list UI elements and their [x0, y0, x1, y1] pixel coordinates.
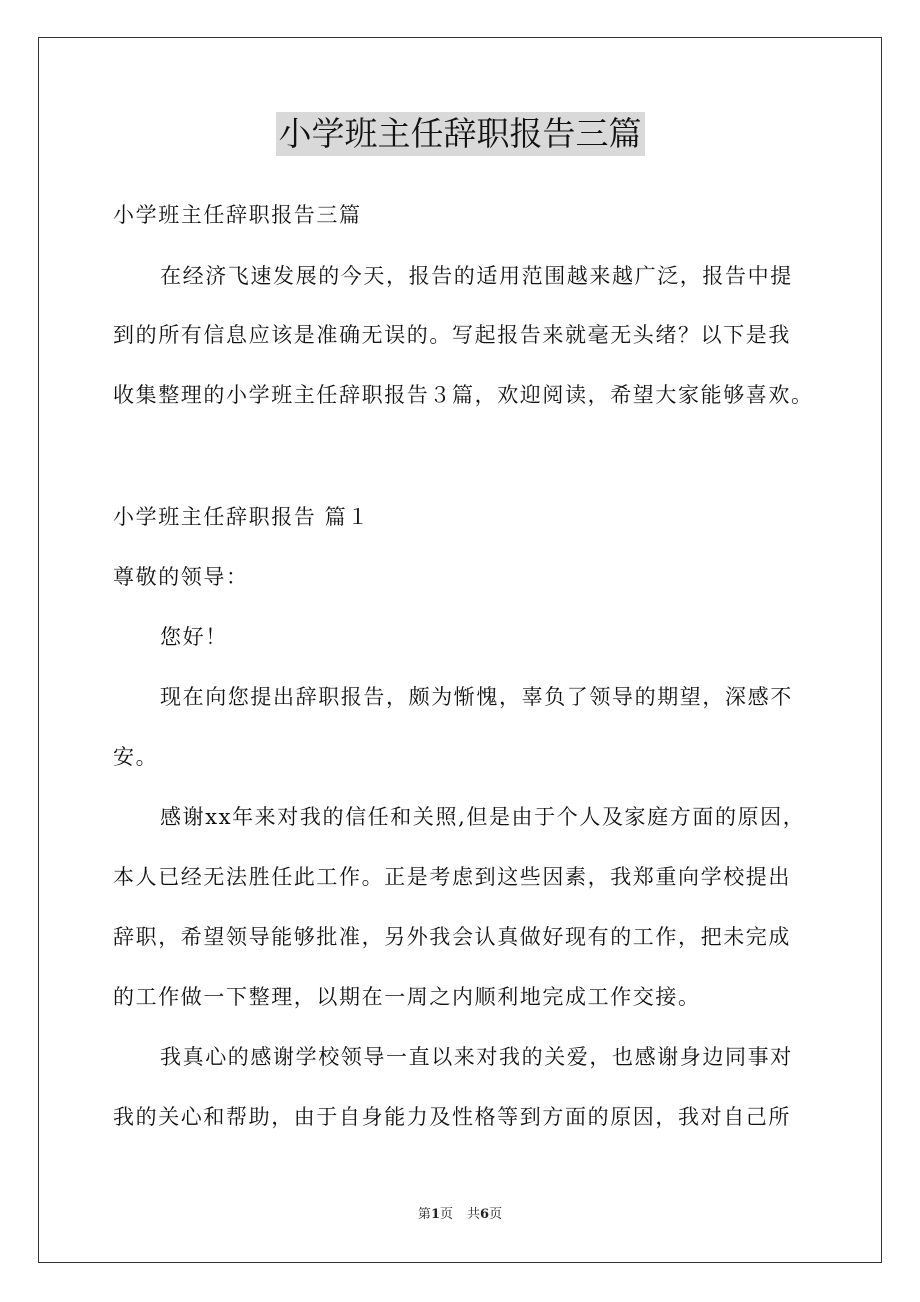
total-prefix: 共 — [467, 1207, 481, 1222]
intro-line: 在经济飞速发展的今天，报告的适用范围越来越广泛，报告中提 — [160, 264, 793, 288]
body-line: 我的关心和帮助，由于自身能力及性格等到方面的原因，我对自己所 — [113, 1105, 791, 1129]
greeting: 您好！ — [160, 625, 228, 649]
intro-line: 到的所有信息应该是准确无误的。写起报告来就毫无头绪？以下是我 — [113, 323, 791, 347]
intro-line: 收集整理的小学班主任辞职报告３篇，欢迎阅读，希望大家能够喜欢。 — [113, 383, 814, 407]
body-line: 辞职，希望领导能够批准，另外我会认真做好现有的工作，把未完成 — [113, 925, 791, 949]
total-suffix: 页 — [489, 1207, 503, 1222]
document-title: 小学班主任辞职报告三篇 — [276, 112, 645, 156]
salutation: 尊敬的领导： — [113, 565, 249, 589]
body-line: 现在向您提出辞职报告，颇为惭愧，辜负了领导的期望，深感不 — [160, 685, 793, 709]
body-line: 我真心的感谢学校领导一直以来对我的关爱，也感谢身边同事对 — [160, 1045, 793, 1069]
page-prefix: 第 — [417, 1207, 431, 1222]
body-line: 感谢xx年来对我的信任和关照,但是由于个人及家庭方面的原因， — [160, 805, 806, 829]
total-pages: 6 — [480, 1207, 490, 1222]
page-suffix: 页 — [439, 1207, 453, 1222]
document-subtitle: 小学班主任辞职报告三篇 — [113, 203, 362, 227]
title-container — [0, 112, 920, 156]
section-heading: 小学班主任辞职报告 篇１ — [113, 505, 370, 529]
body-line: 安。 — [113, 745, 159, 769]
body-line: 的工作做一下整理，以期在一周之内顺利地完成工作交接。 — [113, 985, 701, 1009]
body-line: 本人已经无法胜任此工作。正是考虑到这些因素，我郑重向学校提出 — [113, 865, 791, 889]
page-number: 1 — [430, 1207, 440, 1222]
page-footer — [0, 1206, 920, 1224]
